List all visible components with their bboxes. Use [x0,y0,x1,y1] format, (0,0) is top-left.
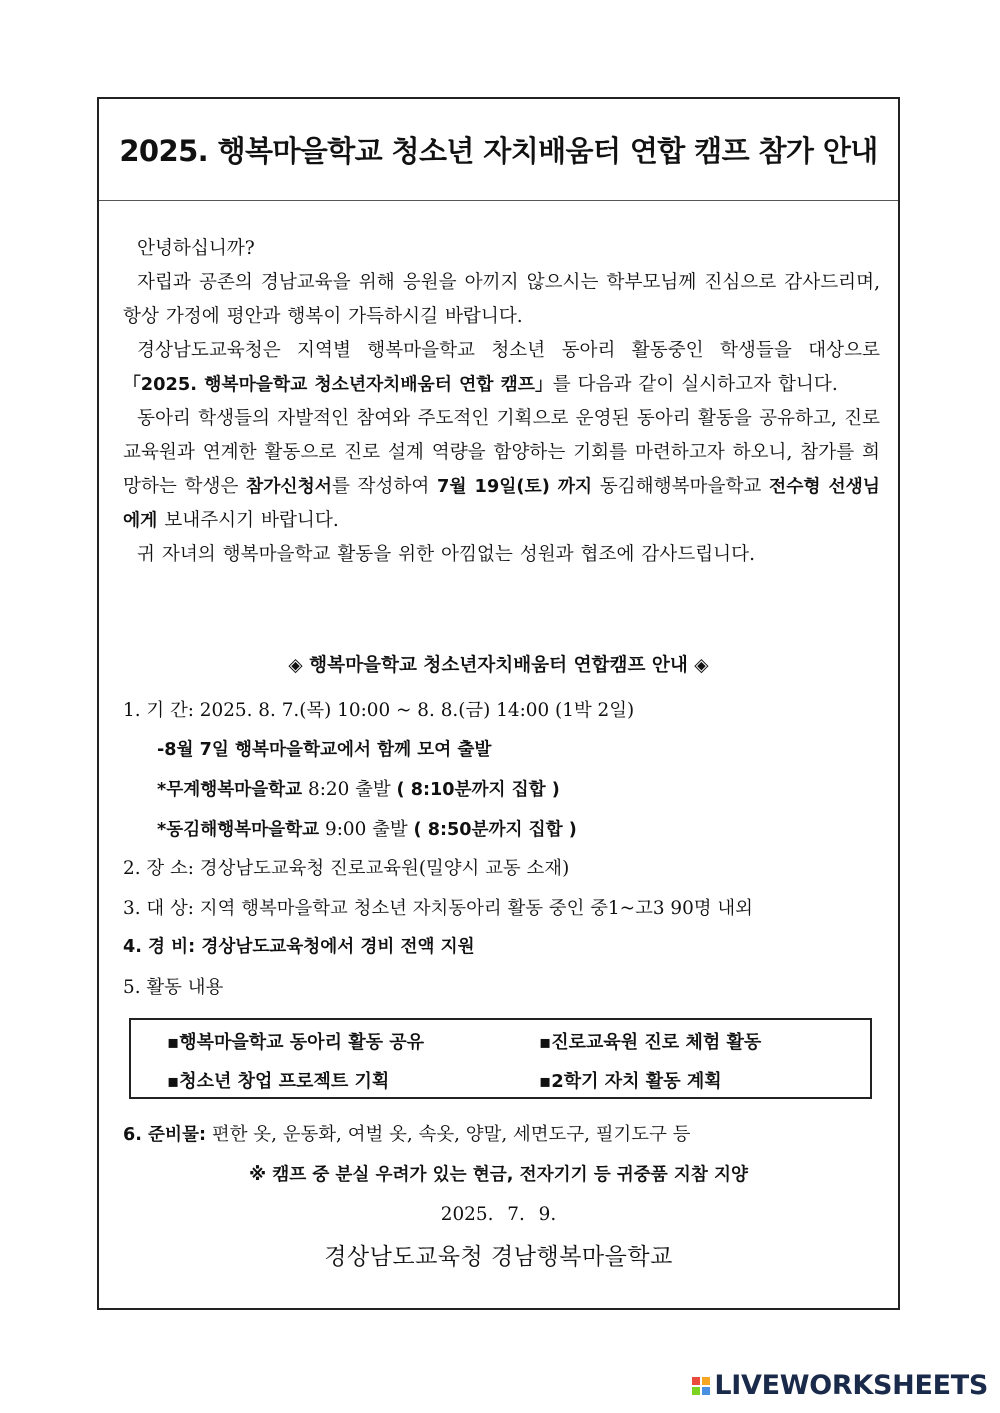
info-donggimhae [123,810,888,850]
camp-name-bold: 「2025. 행복마을학교 청소년자치배움터 연합 캠프」 [123,374,553,395]
info-mugye [123,770,888,810]
greeting: 안녕하십니까? [137,238,255,259]
mugye-gather: ( 8:10분까지 집합 ) [396,780,560,800]
mugye-school: *무계행복마을학교 [157,780,303,800]
brand-name: LIVEWORKSHEETS [714,1370,988,1401]
activity-item: ▪행복마을학교 동아리 활동 공유 [167,1032,425,1053]
p2-text-c: 를 다음과 같이 실시하고자 합니다. [552,374,838,395]
p3-text-c: 를 작성하여 [331,476,438,497]
dong-gather: ( 8:50분까지 집합 ) [413,819,577,840]
paragraph-2 [123,334,880,402]
activity-item: ▪청소년 창업 프로젝트 기획 [167,1071,390,1092]
activity-item: ▪진로교육원 진로 체험 활동 [539,1032,762,1053]
title-bar [99,99,898,201]
mugye-time: 8:20 출발 [302,779,397,800]
supplies-line [123,1115,690,1155]
info-departure: -8월 7일 행복마을학교에서 함께 모여 출발 [157,739,492,760]
paragraph-1: 자립과 공존의 경남교육을 위해 응원을 아끼지 않으시는 학부모님께 진심으로 감사드리며, 항상 가정에 평안과 행복이 가득하시길 바랍니다. [123,272,880,327]
issuer: 경상남도교육청 경남행복마을학교 [324,1244,673,1270]
paragraph-3 [123,402,880,538]
valuables-notice: ※ 캠프 중 분실 우려가 있는 현금, 전자기기 등 귀중품 지참 지양 [248,1165,749,1185]
p3-text-a: 동아리 학생들의 자발적인 참여와 주도적인 기획으로 운영된 동아리 활동을 공유하고, 진로교육원과 연계한 활동으로 진로 설계 역량을 함양하는 기회를 마련하고자 하오니, 참가를 희망하는 학생은 [123,408,880,497]
document-title: 2025. 행복마을학교 청소년 자치배움터 연합 캠프 참가 안내 [119,134,878,168]
info-cost: 4. 경 비: 경상남도교육청에서 경비 전액 지원 [123,937,475,957]
deadline-bold: 7월 19일(토) 까지 [437,476,593,497]
logo-squares-icon [692,1377,710,1395]
application-form-bold: 참가신청서 [246,476,332,497]
section-title: ◈ 행복마을학교 청소년자치배움터 연합캠프 안내 ◈ [288,655,709,676]
supplies-label: 6. 준비물: [123,1125,207,1145]
info-place: 2. 장 소: 경상남도교육청 진로교육원(밀양시 교동 소재) [123,858,570,879]
dong-time: 9:00 출발 [319,818,414,840]
liveworksheets-logo [692,1370,988,1401]
supplies-items: 편한 옷, 운동화, 여벌 옷, 속옷, 양말, 세면도구, 필기도구 등 [206,1124,691,1145]
p2-text-a: 경상남도교육청은 지역별 행복마을학교 청소년 동아리 활동중인 학생들을 대상으로 [137,340,880,361]
issue-date: 2025. 7. 9. [440,1204,557,1225]
activity-item: ▪2학기 자치 활동 계획 [539,1071,722,1092]
info-target: 3. 대 상: 지역 행복마을학교 청소년 자치동아리 활동 중인 중1~고3 90명 내외 [123,897,753,919]
paragraph-4: 귀 자녀의 행복마을학교 활동을 위한 아낌없는 성원과 협조에 감사드립니다. [137,544,756,565]
p3-text-e: 동김해행복마을학교 [592,476,770,497]
notice-frame [97,97,900,1310]
info-activities-heading: 5. 활동 내용 [123,976,224,998]
teacher-bold: 전수형 선생님에게 [123,476,880,531]
letter-body [123,232,880,572]
activities-box [129,1018,872,1099]
info-list [123,691,888,1007]
dong-school: *동김해행복마을학교 [157,819,320,840]
p3-text-g: 보내주시기 바랍니다. [157,510,339,531]
info-period: 1. 기 간: 2025. 8. 7.(목) 10:00 ~ 8. 8.(금) 14:00 (1박 2일) [123,700,635,721]
